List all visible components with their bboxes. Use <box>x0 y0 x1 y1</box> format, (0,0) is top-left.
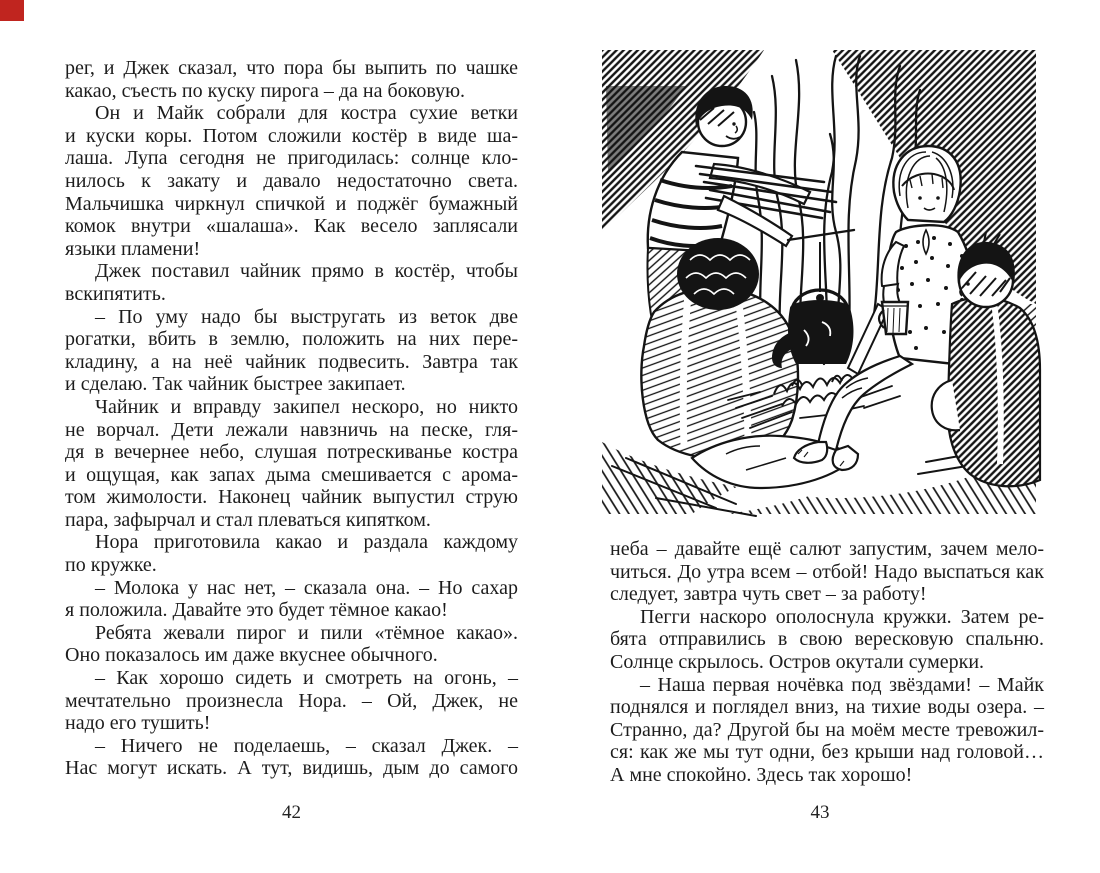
text-line: Солнце скрылось. Остров окутали сумерки. <box>610 650 985 673</box>
text-line: пара, зафырчал и стал плеваться кипятком. <box>65 508 431 531</box>
text-line: Нас могут искать. А тут, видишь, дым до самого <box>65 757 518 780</box>
corner-marker <box>0 0 24 21</box>
page-42-text <box>65 57 518 780</box>
paragraph <box>65 735 518 780</box>
mug <box>879 302 908 334</box>
text-line: вскипятить. <box>65 282 166 305</box>
paragraph <box>65 57 518 102</box>
text-line: какао, съесть по куску пирога – да на боковую. <box>65 79 466 102</box>
text-line: – Наша первая ночёвка под звёздами! – Майк <box>640 673 1044 696</box>
text-line: А мне спокойно. Здесь так хорошо! <box>610 763 913 786</box>
text-line: Он и Майк собрали для костра сухие ветки <box>95 102 518 125</box>
text-line: – По уму надо бы выстругать из веток две <box>95 305 518 328</box>
text-line: читься. До утра всем – отбой! Надо выспаться как <box>610 560 1044 583</box>
text-line: и ощущая, как запах дыма смешивается с арома- <box>65 463 518 486</box>
paragraph <box>65 102 518 260</box>
page-43-text <box>610 538 1044 787</box>
campfire-illustration <box>596 46 1042 520</box>
text-line: – Молока у нас нет, – сказала она. – Но сахар <box>95 576 518 599</box>
page-number-42: 42 <box>282 802 301 823</box>
text-line: поднялся и поглядел вниз, на тихие воды озера. – <box>610 696 1044 719</box>
text-line: Пегги наскоро ополоснула кружки. Затем ре- <box>640 605 1044 628</box>
paragraph <box>65 306 518 396</box>
text-line: дя в вечернее небо, слушая потрескиванье костра <box>65 441 518 464</box>
text-line: том жимолости. Наконец чайник выпустил струю <box>65 486 518 509</box>
text-line: не ворчал. Дети лежали навзничь на песке, гля- <box>65 418 518 441</box>
text-line: Оно показалось им даже вкуснее обычного. <box>65 644 438 667</box>
text-line: Ребята жевали пирог и пили «тёмное какао». <box>95 621 518 644</box>
text-line: нилось к закату и давало недостаточно света. <box>65 169 518 192</box>
paragraph <box>65 396 518 532</box>
text-line: надо его тушить! <box>65 712 211 735</box>
text-line: следует, завтра чуть свет – за работу! <box>610 583 927 606</box>
text-line: лаша. Лупа сегодня не пригодилась: солнце кло- <box>65 147 518 170</box>
paragraph <box>610 674 1044 787</box>
text-line: рогатки, вбить в землю, положить на них пере- <box>65 328 518 351</box>
text-line: – Ничего не поделаешь, – сказал Джек. – <box>95 734 518 757</box>
text-line: и куски коры. Потом сложили костёр в виде ша- <box>65 124 518 147</box>
text-line: Чайник и вправду закипел нескоро, но никто <box>95 395 518 418</box>
page-number-43: 43 <box>810 802 830 823</box>
paragraph <box>65 531 518 576</box>
text-line: я положила. Давайте это будет тёмное какао! <box>65 599 448 622</box>
paragraph <box>65 667 518 735</box>
paragraph <box>65 260 518 305</box>
text-line: Мальчишка чиркнул спичкой и поджёг бумажный <box>65 192 518 215</box>
paragraph <box>610 606 1044 674</box>
paragraph <box>65 577 518 622</box>
text-line: бята отправились в свою вересковую спальню. <box>610 628 1044 651</box>
text-line: и сделаю. Так чайник быстрее закипает. <box>65 373 406 396</box>
paragraph <box>610 538 1044 606</box>
text-line: – Как хорошо сидеть и смотреть на огонь, – <box>95 667 518 690</box>
text-line: Странно, да? Другой бы на моём месте тревожил- <box>610 718 1044 741</box>
text-line: комок внутри «шалаша». Как весело заплясали <box>65 215 518 238</box>
text-line: Нора приготовила какао и раздала каждому <box>95 531 518 554</box>
text-line: ся: как же мы тут одни, без крыши над головой… <box>610 741 1044 764</box>
text-line: кладину, а на неё чайник подвесить. Завтра так <box>65 350 518 373</box>
text-line: по кружке. <box>65 554 157 577</box>
text-line: языки пламени! <box>65 237 201 260</box>
text-line: Джек поставил чайник прямо в костёр, чтобы <box>95 260 518 283</box>
text-line: мечтательно произнесла Нора. – Ой, Джек, не <box>65 689 518 712</box>
text-line: рег, и Джек сказал, что пора бы выпить по чашке <box>65 57 518 79</box>
text-line: неба – давайте ещё салют запустим, зачем мело- <box>610 538 1044 560</box>
paragraph <box>65 622 518 667</box>
